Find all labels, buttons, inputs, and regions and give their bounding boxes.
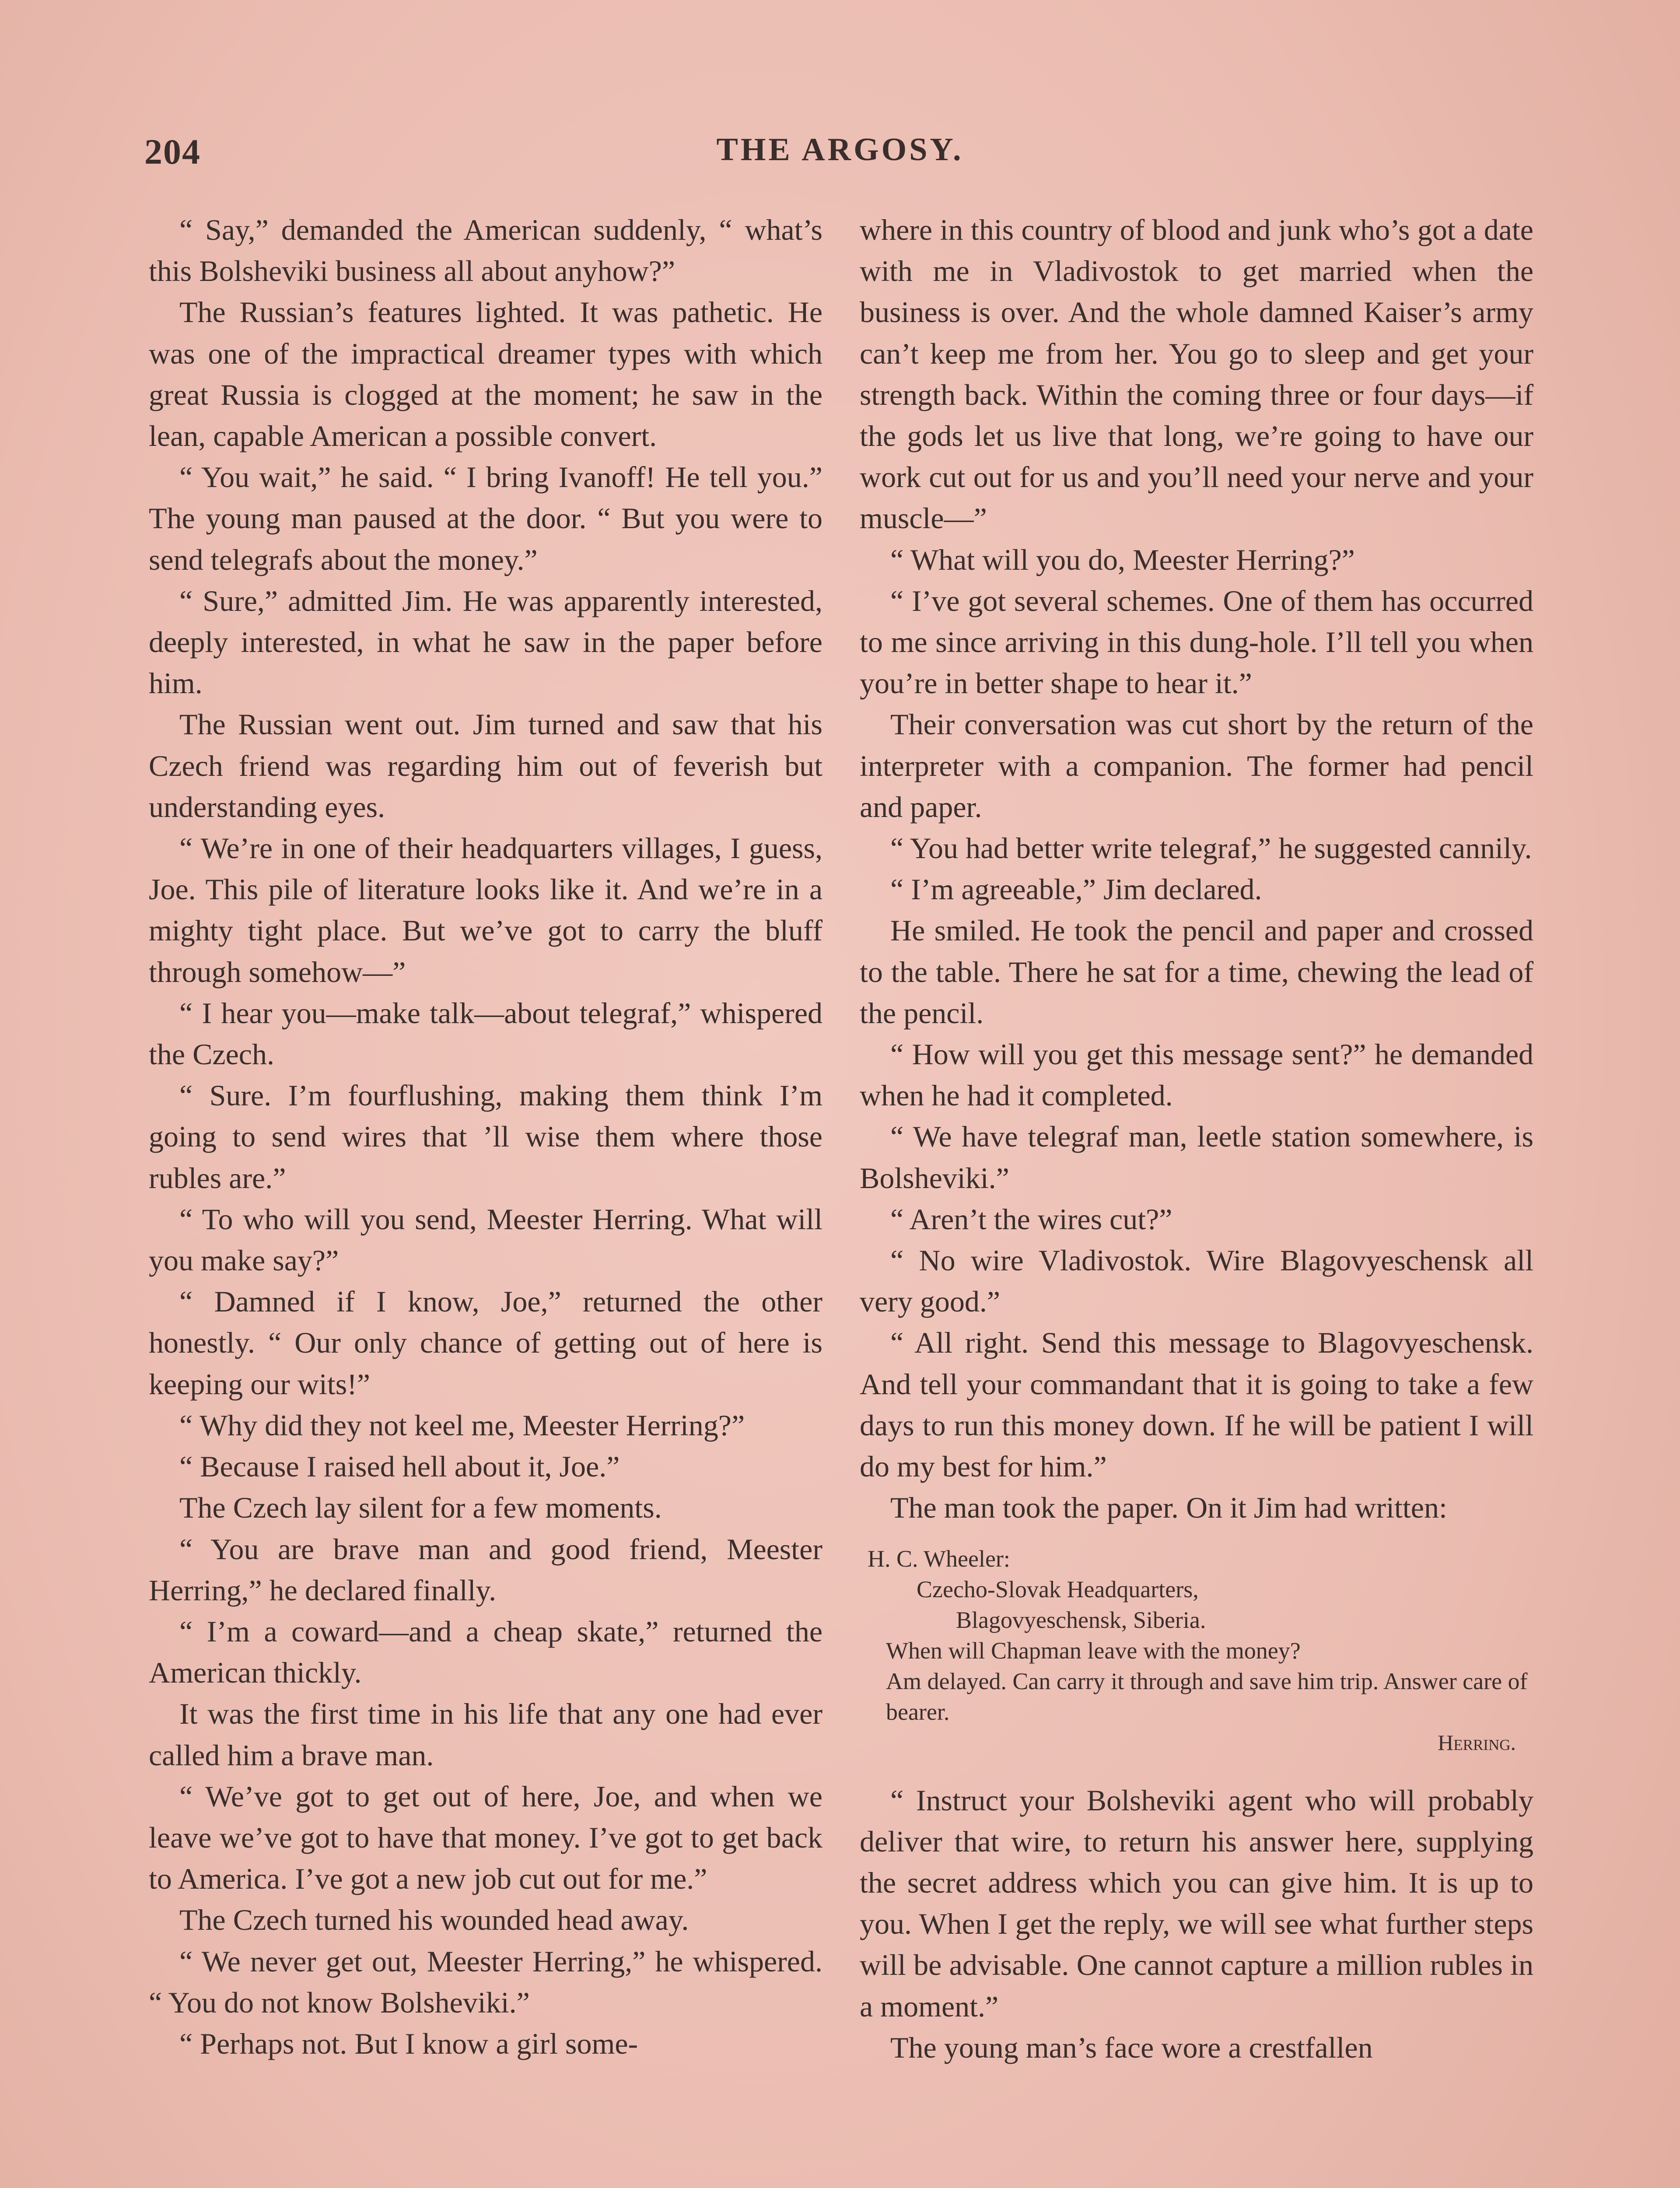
paragraph: He smiled. He took the pencil and paper and crossed to the table. There he sat for a time, chewing the lead of the pencil. xyxy=(860,914,1533,1030)
telegram-body-line: When will Chapman leave with the money? xyxy=(886,1637,1301,1664)
telegram-recipient: H. C. Wheeler: xyxy=(868,1545,1010,1572)
paragraph: “ We never get out, Meester Herring,” he whispered. “ You do not know Bolsheviki.” xyxy=(149,1944,822,2019)
paragraph: “ All right. Send this message to Blagovyeschensk. And tell your commandant that it is going to take a few days to run this money down. If he will be patient I will do my best for him.” xyxy=(860,1326,1533,1483)
paragraph: “ Sure,” admitted Jim. He was apparently interested, deeply interested, in what he saw in the paper before him. xyxy=(149,584,822,700)
paragraph: “ Perhaps not. But I know a girl some- xyxy=(179,2027,638,2060)
paragraph: “ Instruct your Bolsheviki agent who will probably deliver that wire, to return his answer here, supplying the secret address which you can give him. It is up to you. When I get the reply, we will see what further steps will be advisable. One cannot capture a million rubles in a moment.” xyxy=(860,1783,1533,2023)
running-head: THE ARGOSY. xyxy=(716,132,964,168)
paragraph: The Czech lay silent for a few moments. xyxy=(179,1491,662,1525)
paragraph: “ You had better write telegraf,” he suggested cannily. xyxy=(890,831,1532,865)
right-column xyxy=(860,209,1533,2068)
paragraph: The young man’s face wore a crestfallen xyxy=(890,2030,1373,2064)
paragraph: “ You wait,” he said. “ I bring Ivanoff! He tell you.” The young man paused at the door. “ But you were to send telegrafs about the money.” xyxy=(149,460,822,576)
paragraph: The Russian went out. Jim turned and saw that his Czech friend was regarding him out of feverish but understanding eyes. xyxy=(149,708,822,824)
left-column xyxy=(149,209,822,2064)
paragraph: “ How will you get this message sent?” he demanded when he had it completed. xyxy=(860,1038,1533,1112)
paragraph: “ We’ve got to get out of here, Joe, and when we leave we’ve got to have that money. I’ve got to get back to America. I’ve got a new job cut out for me.” xyxy=(149,1779,822,1896)
paragraph: “ Damned if I know, Joe,” returned the other honestly. “ Our only chance of getting out of here is keeping our wits!” xyxy=(149,1285,822,1401)
telegram-address-line: Blagovyeschensk, Siberia. xyxy=(956,1606,1206,1633)
telegram-signature: Herring. xyxy=(1438,1730,1516,1755)
paragraph: “ No wire Vladivostok. Wire Blagovyeschensk all very good.” xyxy=(860,1244,1533,1318)
paragraph: The man took the paper. On it Jim had written: xyxy=(890,1491,1447,1525)
telegram-block xyxy=(860,1543,1533,1758)
paragraph: “ To who will you send, Meester Herring. What will you make say?” xyxy=(149,1202,822,1277)
paragraph: “ We’re in one of their headquarters villages, I guess, Joe. This pile of literature looks like it. And we’re in a mighty tight place. But we’ve got to carry the bluff through somehow—” xyxy=(149,831,822,989)
page-header xyxy=(144,131,1536,179)
paragraph: “ I’ve got several schemes. One of them has occurred to me since arriving in this dung-hole. I’ll tell you when you’re in better shape to hear it.” xyxy=(860,584,1533,700)
page-number: 204 xyxy=(144,132,201,172)
paragraph: “ What will you do, Meester Herring?” xyxy=(890,543,1355,576)
paragraph: The Russian’s features lighted. It was pathetic. He was one of the impractical dreamer types with which great Russia is clogged at the moment; he saw in the lean, capable American a possible convert. xyxy=(149,295,822,453)
paragraph: “ Aren’t the wires cut?” xyxy=(890,1202,1172,1236)
telegram-body-line: Am delayed. Can carry it through and save him trip. Answer care of bearer. xyxy=(886,1668,1528,1725)
paragraph: “ Say,” demanded the American suddenly, “ what’s this Bolsheviki business all about anyhow?” xyxy=(149,213,822,288)
paragraph: “ Because I raised hell about it, Joe.” xyxy=(179,1450,620,1483)
paragraph: “ Why did they not keel me, Meester Herring?” xyxy=(179,1408,745,1442)
paragraph: where in this country of blood and junk who’s got a date with me in Vladivostok to get married when the business is over. And the whole damned Kaiser’s army can’t keep me from her. You go to sleep and get your strength back. Within the coming three or four days—if the gods let us live that long, we’re going to have our work cut out for us and you’ll need your nerve and your muscle—” xyxy=(860,213,1533,535)
paragraph: “ I’m a coward—and a cheap skate,” returned the American thickly. xyxy=(149,1614,822,1690)
paragraph: “ I hear you—make talk—about telegraf,” whispered the Czech. xyxy=(149,996,822,1071)
telegram-address-line: Czecho-Slovak Headquarters, xyxy=(917,1576,1199,1602)
paragraph: “ You are brave man and good friend, Meester Herring,” he declared finally. xyxy=(149,1532,822,1607)
paragraph: The Czech turned his wounded head away. xyxy=(179,1903,689,1937)
paragraph: “ We have telegraf man, leetle station somewhere, is Bolsheviki.” xyxy=(860,1120,1533,1195)
paragraph: It was the first time in his life that any one had ever called him a brave man. xyxy=(149,1697,822,1772)
paragraph: Their conversation was cut short by the return of the interpreter with a companion. The former had pencil and paper. xyxy=(860,708,1533,824)
paragraph: “ I’m agreeable,” Jim declared. xyxy=(890,873,1262,906)
paragraph: “ Sure. I’m fourflushing, making them think I’m going to send wires that ’ll wise them where those rubles are.” xyxy=(149,1079,822,1195)
